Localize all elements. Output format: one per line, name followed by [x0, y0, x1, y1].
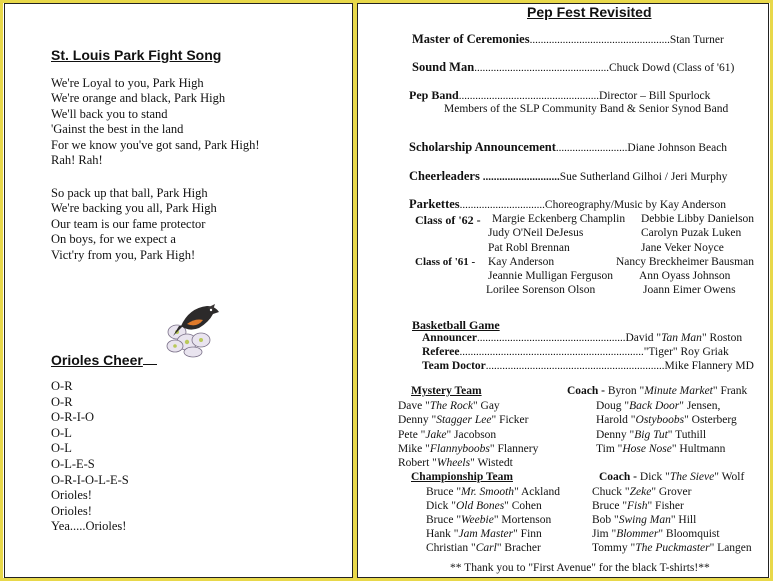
- lyric-line: 'Gainst the best in the land: [51, 122, 184, 137]
- announcer-label: Announcer: [422, 332, 477, 344]
- class-62-label: Class of '62 -: [415, 213, 481, 227]
- basketball-title: Basketball Game: [412, 318, 500, 332]
- parkette-name: Carolyn Puzak Luken: [641, 227, 742, 239]
- player-name: [398, 400, 500, 412]
- sound-name: Chuck Dowd (Class of '61): [608, 62, 735, 74]
- player-nick: Stagger Lee: [436, 414, 492, 426]
- player-pre: Dave ": [398, 400, 430, 412]
- announcer-pre: David ": [625, 332, 662, 344]
- player-pre: Mike ": [398, 443, 430, 455]
- scholarship-name: Diane Johnson Beach: [627, 142, 728, 154]
- player-nick: Jake: [425, 429, 447, 441]
- left-page: [4, 3, 353, 578]
- title-underline-tail: [143, 353, 157, 365]
- parkettes-line: [409, 197, 726, 212]
- parkettes-label: Parkettes: [409, 197, 460, 211]
- championship-coach-line: [599, 471, 744, 483]
- player-pre: Hank ": [426, 528, 459, 540]
- doctor-line: [422, 360, 754, 372]
- parkette-name: Joann Eimer Owens: [643, 284, 736, 296]
- parkette-name: Pat Robl Brennan: [488, 242, 570, 254]
- parkette-name: Nancy Breckheimer Bausman: [616, 256, 754, 268]
- player-post: " Finn: [513, 528, 542, 540]
- player-name: [592, 500, 684, 512]
- player-pre: Denny ": [398, 414, 437, 426]
- player-post: " Ackland: [514, 486, 560, 498]
- player-nick: Carl: [475, 542, 497, 554]
- player-nick: Hose Nose: [622, 443, 672, 455]
- leader-dots: ...................................................................: [459, 346, 644, 358]
- cheer-line: O-L: [51, 425, 72, 440]
- player-name: [426, 514, 551, 526]
- player-name: [398, 457, 513, 469]
- thanks-note: ** Thank you to "First Avenue" for the black T-shirts!**: [450, 562, 710, 574]
- class-61-label: Class of '61 -: [415, 256, 476, 268]
- player-nick: Big Tut: [634, 429, 668, 441]
- player-nick: The Rock: [429, 400, 473, 412]
- parkette-name: Jeannie Mulligan Ferguson: [488, 270, 613, 282]
- player-name: [592, 528, 720, 540]
- leader-dots: ......................................................: [476, 332, 626, 344]
- lyric-line: So pack up that ball, Park High: [51, 186, 208, 200]
- cheer-line: Orioles!: [51, 503, 92, 518]
- player-post: " Ficker: [491, 414, 529, 426]
- cheer-line: Orioles!: [51, 488, 92, 503]
- player-post: " Hill: [670, 514, 697, 526]
- cheerleaders-name: Sue Sutherland Gilhoi / Jeri Murphy: [559, 171, 728, 183]
- coach-label: Coach -: [599, 471, 638, 483]
- player-name: [596, 429, 706, 441]
- player-name: [398, 443, 538, 455]
- coach-label: Coach -: [567, 385, 606, 397]
- parkette-name: Jane Veker Noyce: [641, 242, 724, 254]
- cheer-line: O-L: [51, 441, 72, 456]
- player-pre: Robert ": [398, 457, 437, 469]
- leader-dots: ............................: [482, 171, 560, 183]
- player-pre: Christian ": [426, 542, 476, 554]
- player-nick: Flannyboobs: [429, 443, 490, 455]
- fight-song-verse-2: [51, 186, 217, 263]
- player-nick: Back Door: [629, 400, 680, 412]
- player-post: " Tuthill: [667, 429, 707, 441]
- leader-dots: .................................................: [474, 62, 609, 74]
- player-post: " Grover: [651, 486, 692, 498]
- mc-line: [412, 32, 724, 47]
- cheer-line: O-R: [51, 379, 73, 393]
- player-post: " Osterberg: [684, 414, 737, 426]
- leader-dots: ...............................: [459, 199, 545, 211]
- doctor-label: Team Doctor: [422, 360, 486, 372]
- player-pre: Chuck ": [592, 486, 630, 498]
- announcer-nick: Tan Man: [661, 332, 702, 344]
- player-pre: Tommy ": [592, 542, 636, 554]
- coach-nick: Minute Market: [644, 385, 713, 397]
- player-pre: Bruce ": [592, 500, 628, 512]
- player-post: " Langen: [709, 542, 752, 554]
- right-page: [357, 3, 769, 578]
- player-pre: Bruce ": [426, 514, 462, 526]
- parkette-name: Margie Eckenberg Champlin: [492, 213, 626, 225]
- lyric-line: We're Loyal to you, Park High: [51, 76, 204, 90]
- player-post: " Gay: [472, 400, 500, 412]
- cheer-line: O-R: [51, 394, 73, 409]
- player-post: " Jensen,: [679, 400, 721, 412]
- player-post: " Cohen: [504, 500, 542, 512]
- parkette-name: Debbie Libby Danielson: [641, 213, 755, 225]
- player-post: " Bracher: [496, 542, 541, 554]
- band-members: Members of the SLP Community Band & Senior Synod Band: [444, 103, 729, 115]
- lyric-line: We'll back you to stand: [51, 106, 168, 121]
- player-name: [592, 542, 752, 554]
- band-line: [409, 88, 710, 103]
- coach-post: " Wolf: [714, 471, 745, 483]
- coach-pre: Dick ": [637, 471, 670, 483]
- player-nick: Weebie: [461, 514, 494, 526]
- mystery-team-title: Mystery Team: [411, 385, 482, 397]
- cheer-title-text: Orioles Cheer: [51, 352, 143, 368]
- player-pre: Doug ": [596, 400, 630, 412]
- player-pre: Jim ": [592, 528, 617, 540]
- player-post: " Flannery: [489, 443, 539, 455]
- player-name: [426, 500, 542, 512]
- championship-team-title: Championship Team: [411, 471, 513, 483]
- player-pre: Dick ": [426, 500, 456, 512]
- player-nick: Fish: [627, 500, 648, 512]
- fight-song-title: St. Louis Park Fight Song: [51, 47, 222, 63]
- lyric-line: On boys, for we expect a: [51, 232, 176, 247]
- player-name: [592, 514, 696, 526]
- doctor-name: Mike Flannery MD: [664, 360, 754, 372]
- scholarship-line: [409, 140, 727, 155]
- cheer-line: Yea.....Orioles!: [51, 519, 127, 534]
- player-nick: Blommer: [616, 528, 659, 540]
- parkette-name: Kay Anderson: [488, 256, 555, 268]
- player-name: [398, 414, 528, 426]
- mystery-coach-line: [567, 385, 747, 397]
- parkette-name: Ann Oyass Johnson: [639, 270, 731, 282]
- cheer-title: [51, 352, 157, 368]
- oriole-bird-icon: [163, 296, 223, 358]
- parkette-name: Judy O'Neil DeJesus: [488, 227, 584, 239]
- band-label: Pep Band: [409, 88, 459, 102]
- player-nick: Swing Man: [618, 514, 671, 526]
- referee-name: "Tiger" Roy Griak: [643, 346, 729, 358]
- lyric-line: We're orange and black, Park High: [51, 91, 226, 106]
- cheer-line: O-R-I-O-L-E-S: [51, 472, 129, 487]
- player-name: [596, 443, 725, 455]
- sound-line: [412, 60, 734, 75]
- coach-pre: Byron ": [605, 385, 645, 397]
- announcer-post: " Roston: [701, 332, 743, 344]
- player-name: [592, 486, 691, 498]
- player-pre: Bruce ": [426, 486, 462, 498]
- mc-name: Stan Turner: [669, 34, 724, 46]
- leader-dots: .................................................................: [485, 360, 665, 372]
- player-pre: Harold ": [596, 414, 636, 426]
- coach-post: " Frank: [712, 385, 748, 397]
- cheerleaders-line: [409, 169, 727, 184]
- parkettes-name: Choreography/Music by Kay Anderson: [544, 199, 727, 211]
- player-post: " Mortenson: [493, 514, 552, 526]
- player-name: [596, 414, 737, 426]
- player-post: " Wistedt: [470, 457, 513, 469]
- cheer-lines: [51, 379, 129, 535]
- player-nick: The Puckmaster: [635, 542, 710, 554]
- player-name: [426, 542, 541, 554]
- player-pre: Tim ": [596, 443, 623, 455]
- scholarship-label: Scholarship Announcement: [409, 140, 556, 154]
- referee-label: Referee: [422, 346, 460, 358]
- lyric-line: For we know you've got sand, Park High!: [51, 137, 260, 152]
- player-post: " Hultmann: [671, 443, 726, 455]
- player-name: [596, 400, 720, 412]
- player-nick: Zeke: [629, 486, 652, 498]
- player-post: " Jacobson: [446, 429, 497, 441]
- player-nick: Old Bones: [455, 500, 505, 512]
- player-pre: Denny ": [596, 429, 635, 441]
- player-nick: Jam Master: [458, 528, 514, 540]
- lyric-line: We're backing you all, Park High: [51, 201, 217, 216]
- player-nick: Mr. Smooth: [461, 486, 515, 498]
- player-nick: Ostyboobs: [635, 414, 685, 426]
- leader-dots: ...................................................: [529, 34, 670, 46]
- player-name: [426, 486, 560, 498]
- mc-label: Master of Ceremonies: [412, 32, 530, 46]
- player-post: " Bloomquist: [658, 528, 720, 540]
- player-pre: Bob ": [592, 514, 619, 526]
- player-pre: Pete ": [398, 429, 426, 441]
- program-title: Pep Fest Revisited: [527, 4, 652, 20]
- player-name: [398, 429, 496, 441]
- referee-line: [422, 346, 729, 358]
- band-name: Director – Bill Spurlock: [598, 90, 711, 102]
- leader-dots: ..........................: [555, 142, 628, 154]
- cheer-line: O-R-I-O: [51, 410, 95, 425]
- leader-dots: ...................................................: [458, 90, 599, 102]
- cheerleaders-label: Cheerleaders: [409, 169, 480, 183]
- player-nick: Wheels: [436, 457, 471, 469]
- parkette-name: Lorilee Sorenson Olson: [486, 284, 596, 296]
- player-post: " Fisher: [647, 500, 684, 512]
- player-name: [426, 528, 542, 540]
- coach-nick: The Sieve: [669, 471, 715, 483]
- cheer-line: O-L-E-S: [51, 456, 95, 471]
- sound-label: Sound Man: [412, 60, 475, 74]
- lyric-line: Our team is our fame protector: [51, 216, 206, 231]
- lyric-line: Rah! Rah!: [51, 153, 103, 168]
- fight-song-verse-1: [51, 76, 259, 168]
- lyric-line: Vict'ry from you, Park High!: [51, 247, 196, 262]
- announcer-line: [422, 332, 742, 344]
